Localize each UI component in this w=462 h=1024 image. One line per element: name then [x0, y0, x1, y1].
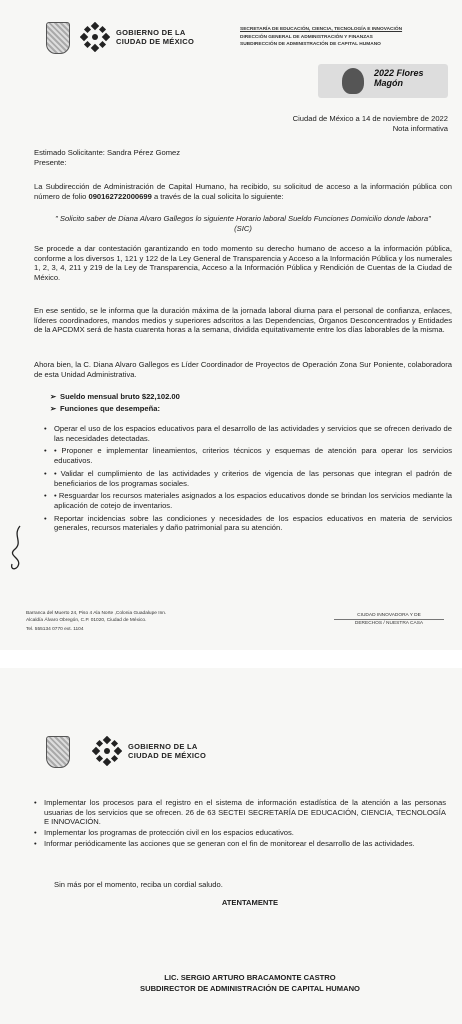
dept-line-1: SECRETARÍA DE EDUCACIÓN, CIENCIA, TECNOLOGÍA E INNOVACIÓN	[240, 27, 403, 32]
atentamente: ATENTAMENTE	[221, 898, 279, 907]
portrait-icon	[342, 68, 364, 94]
letter-page-2	[0, 668, 462, 1024]
signer-name: LIC. SERGIO ARTURO BRACAMONTE CASTRO	[164, 973, 336, 982]
banner-year: 2022 Flores Magón	[374, 68, 424, 88]
para1-text-a: La Subdirección de Administración de Capital Humano, ha recibido, su solicitud de acceso a la información pública con número de folio	[34, 182, 452, 201]
coat-of-arms-icon	[46, 736, 70, 768]
margin-signature-icon	[6, 524, 28, 574]
paragraph-4: Ahora bien, la C. Diana Alvaro Gallegos es Líder Coordinador de Proyectos de Operación Zona Sur Poniente, colaboradora de esta Unidad Administrativa.	[34, 360, 452, 379]
page2-items-list	[34, 798, 446, 850]
function-item: • • Resguardar los recursos materiales asignados a los espacios educativos donde se brindan los servicios mediante la aplicación de cotejo de inventarios.	[44, 491, 452, 510]
phone-line: Tel. 555134 0770 ext. 1104	[26, 627, 84, 632]
signer-title: SUBDIRECTOR DE ADMINISTRACIÓN DE CAPITAL HUMANO	[140, 984, 360, 993]
gov-line-2: CIUDAD DE MÉXICO	[128, 751, 207, 760]
arrow-icon: ➢	[50, 392, 57, 401]
slogan-line-2: DERECHOS / NUESTRA CASA	[334, 619, 444, 627]
coat-of-arms-icon	[46, 22, 70, 54]
paragraph-3: En ese sentido, se le informa que la duración máxima de la jornada laboral diurna para el personal de confianza, enlaces, líderes coordinadores, mandos medios y superiores adscritos a las Dependencias, Órganos Desconcentrados y Entidades de la APCDMX será de hasta cuarenta horas a la semana, dividida equitativamente entre los días laborables de la misma.	[34, 306, 452, 335]
gov-line-1: GOBIERNO DE LA	[116, 28, 186, 37]
closing-line: Sin más por el momento, reciba un cordial saludo.	[54, 880, 223, 889]
flores-magon-banner	[318, 64, 448, 98]
gov-line-1: GOBIERNO DE LA	[128, 742, 198, 751]
gov-line-2: CIUDAD DE MÉXICO	[116, 37, 195, 46]
cdmx-logo-icon	[92, 736, 122, 766]
address-line-2: Alcaldía Álvaro Obregón, C.P. 01020, Ciudad de México.	[26, 618, 147, 623]
functions-list	[44, 424, 452, 534]
para1-text-b: a través de la cual solicita lo siguiente:	[151, 191, 284, 201]
paragraph-1	[34, 182, 452, 201]
government-name	[116, 28, 194, 46]
function-item: • • Proponer e implementar lineamientos, criterios técnicos y esquemas de atención para operar los servicios educativos.	[44, 446, 452, 465]
paragraph-2: Se procede a dar contestación garantizando en todo momento su derecho humano de acceso a la información pública, conforme a los diversos 1, 121 y 122 de la Ley General de Transparencia y Acceso a la Información Pública y los numerales 1, 2, 3, 4, 211 y 219 de la Ley de Transparencia, Acceso a la Información Pública y Rendición de Cuentas de la Ciudad de México.	[34, 244, 452, 283]
page2-item: • Implementar los procesos para el registro en el sistema de información estadística de la atención a las personas usuarias de los servicios que se ofrecen. 26 de 63 SECTEI SECRETARÍA DE EDUCACIÓN, CIENCIA, TECNOLOGÍA E INNOVACIÓN.	[34, 798, 446, 827]
functions-title: Funciones que desempeña:	[60, 404, 161, 413]
letter-note: Nota informativa	[392, 124, 448, 133]
arrow-icon: ➢	[50, 404, 57, 413]
salary-line	[50, 392, 180, 401]
page2-item: • Informar periódicamente las acciones que se generan con el fin de monitorear el desarrollo de las actividades.	[34, 839, 446, 849]
cdmx-logo-icon	[80, 22, 110, 52]
function-item: • • Validar el cumplimiento de las actividades y criterios de vigencia de las personas que integran el padrón de beneficiarios de los programas sociales.	[44, 469, 452, 488]
footer-address	[26, 610, 266, 633]
department-header	[240, 26, 402, 49]
footer-slogan	[334, 612, 444, 627]
presente: Presente:	[34, 158, 67, 167]
function-item: • Reportar incidencias sobre las condiciones y necesidades de los espacios educativos en materia de servicios generales, recursos materiales y daño patrimonial para su atención.	[44, 514, 452, 533]
request-quote: " Solicito saber de Diana Alvaro Gallegos lo siguiente Horario laboral Sueldo Funciones Domicilio donde labora" (SIC)	[55, 214, 431, 233]
functions-title-line	[50, 404, 160, 413]
dept-line-2: DIRECCIÓN GENERAL DE ADMINISTRACIÓN Y FINANZAS	[240, 34, 373, 40]
function-item: • Operar el uso de los espacios educativos para el desarrollo de las actividades y servicios que se ofrecen derivado de las necesidades detectadas.	[44, 424, 452, 443]
letter-date: Ciudad de México a 14 de noviembre de 2022	[292, 114, 448, 123]
dept-line-3: SUBDIRECCIÓN DE ADMINISTRACIÓN DE CAPITAL HUMANO	[240, 42, 381, 47]
government-name	[128, 742, 206, 760]
folio-number: 090162722000699	[88, 191, 152, 201]
address-line-1: Barranca del Muerto 24, Piso 4 Ala Norte ,Colonia Guadalupe Inn.	[26, 611, 167, 616]
salary-text: Sueldo mensual bruto $22,102.00	[60, 392, 180, 401]
greeting: Estimado Solicitante: Sandra Pérez Gomez	[34, 148, 181, 157]
page2-item: • Implementar los programas de protección civil en los espacios educativos.	[34, 828, 446, 838]
slogan-line-1: CIUDAD INNOVADORA Y DE	[357, 613, 421, 618]
